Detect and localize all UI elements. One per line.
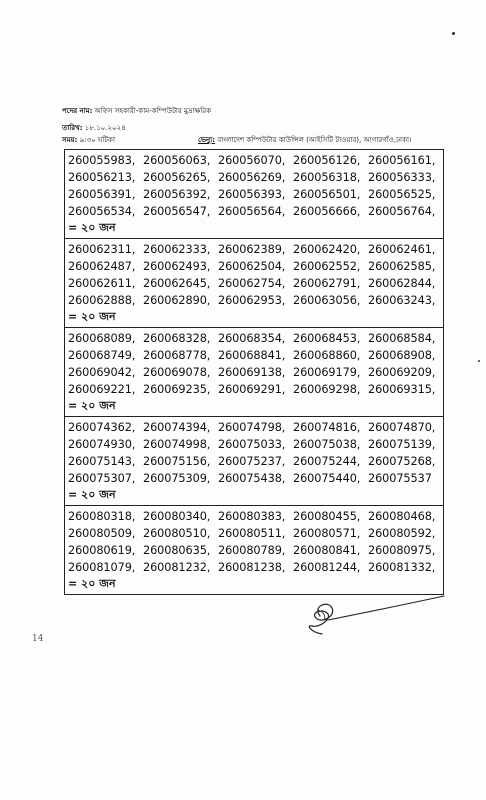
roll-number: 260056547,: [143, 205, 211, 218]
roll-number: 260080635,: [143, 544, 211, 557]
roll-number: 260080592,: [368, 527, 436, 540]
roll-number: 260075268,: [368, 455, 436, 468]
roll-number: 260069042,: [68, 366, 136, 379]
roll-row: [68, 559, 441, 576]
roll-number: 260062487,: [68, 260, 136, 273]
group-total: = ২০ জন: [68, 310, 116, 323]
roll-number: 260069298,: [293, 383, 361, 396]
time-label: সময়:: [62, 136, 78, 144]
roll-group: [65, 505, 443, 594]
roll-number: 260069138,: [218, 366, 286, 379]
roll-number: 260056391,: [68, 188, 136, 201]
roll-number: 260074394,: [143, 421, 211, 434]
roll-row: [68, 453, 441, 470]
roll-group: [65, 327, 443, 416]
roll-number: 260081079,: [68, 561, 136, 574]
roll-number: 260056534,: [68, 205, 136, 218]
roll-number: 260056333,: [368, 171, 436, 184]
roll-row: [68, 381, 441, 398]
roll-number: 260074930,: [68, 438, 136, 451]
roll-number: 260056265,: [143, 171, 211, 184]
roll-number: 260063056,: [293, 294, 361, 307]
roll-number: 260075033,: [218, 438, 286, 451]
roll-number: 260062953,: [218, 294, 286, 307]
roll-number: 260062389,: [218, 243, 286, 256]
roll-number: 260062754,: [218, 277, 286, 290]
roll-number: 260080468,: [368, 510, 436, 523]
roll-number: 260080340,: [143, 510, 211, 523]
roll-number: 260080511,: [218, 527, 286, 540]
roll-row: [68, 508, 441, 525]
roll-number: 260075537: [368, 472, 432, 485]
roll-row: [68, 169, 441, 186]
roll-number: 260063243,: [368, 294, 436, 307]
roll-number: 260062311,: [68, 243, 136, 256]
roll-number: 260081244,: [293, 561, 361, 574]
scan-speck: [478, 360, 480, 362]
roll-number: 260062461,: [368, 243, 436, 256]
roll-number: 260075307,: [68, 472, 136, 485]
roll-number: 260075038,: [293, 438, 361, 451]
roll-number: 260062611,: [68, 277, 136, 290]
roll-number: 260075244,: [293, 455, 361, 468]
roll-row: [68, 203, 441, 220]
roll-row: [68, 525, 441, 542]
roll-number: 260074798,: [218, 421, 286, 434]
time-line: [62, 136, 115, 145]
roll-number: 260068453,: [293, 332, 361, 345]
roll-number: 260080455,: [293, 510, 361, 523]
post-label: পদের নাম:: [62, 107, 93, 115]
roll-number: 260062333,: [143, 243, 211, 256]
date-label: তারিখ:: [62, 124, 83, 132]
roll-row: [68, 186, 441, 203]
roll-number: 260056764,: [368, 205, 436, 218]
roll-number: 260069235,: [143, 383, 211, 396]
roll-number: 260080571,: [293, 527, 361, 540]
roll-row: [68, 330, 441, 347]
roll-number: 260055983,: [68, 154, 136, 167]
roll-number: 260069209,: [368, 366, 436, 379]
roll-number: 260068908,: [368, 349, 436, 362]
roll-row: [68, 364, 441, 381]
roll-number: 260075438,: [218, 472, 286, 485]
roll-number: 260056501,: [293, 188, 361, 201]
roll-number: 260062493,: [143, 260, 211, 273]
roll-number: 260062791,: [293, 277, 361, 290]
roll-number: 260062504,: [218, 260, 286, 273]
handwritten-signature-icon: [298, 594, 448, 638]
post-value: অফিস সহকারী-কাম-কম্পিউটার মুদ্রাক্ষরিক: [94, 107, 212, 115]
roll-row: [68, 241, 441, 258]
roll-number: 260056564,: [218, 205, 286, 218]
group-total: = ২০ জন: [68, 488, 116, 501]
roll-number: 260056269,: [218, 171, 286, 184]
roll-number: 260080619,: [68, 544, 136, 557]
page-mark: 14: [32, 634, 44, 644]
roll-number: 260056070,: [218, 154, 286, 167]
roll-number: 260080841,: [293, 544, 361, 557]
venue-line: [198, 136, 412, 145]
roll-number: 260056126,: [293, 154, 361, 167]
roll-number: 260069078,: [143, 366, 211, 379]
group-total: = ২০ জন: [68, 577, 116, 590]
roll-number: 260080975,: [368, 544, 436, 557]
roll-number: 260068841,: [218, 349, 286, 362]
date-line: [62, 124, 126, 133]
roll-number: 260068778,: [143, 349, 211, 362]
roll-number: 260056213,: [68, 171, 136, 184]
roll-group: [65, 416, 443, 505]
roll-number: 260080383,: [218, 510, 286, 523]
roll-number: 260056392,: [143, 188, 211, 201]
roll-number: 260062890,: [143, 294, 211, 307]
roll-number: 260068089,: [68, 332, 136, 345]
roll-row: [68, 542, 441, 559]
roll-row: [68, 436, 441, 453]
roll-number: 260068354,: [218, 332, 286, 345]
roll-number: 260075309,: [143, 472, 211, 485]
roll-number: 260068860,: [293, 349, 361, 362]
roll-number: 260069221,: [68, 383, 136, 396]
roll-number: 260081232,: [143, 561, 211, 574]
roll-number: 260080318,: [68, 510, 136, 523]
roll-number: 260080510,: [143, 527, 211, 540]
roll-number: 260081238,: [218, 561, 286, 574]
roll-number: 260062585,: [368, 260, 436, 273]
roll-number: 260074816,: [293, 421, 361, 434]
roll-group: [65, 238, 443, 327]
roll-number: 260068749,: [68, 349, 136, 362]
roll-number: 260068584,: [368, 332, 436, 345]
roll-number: 260056666,: [293, 205, 361, 218]
roll-number: 260062645,: [143, 277, 211, 290]
roll-row: [68, 152, 441, 169]
roll-number: 260062888,: [68, 294, 136, 307]
roll-number: 260056063,: [143, 154, 211, 167]
roll-row: [68, 470, 441, 487]
roll-number: 260075440,: [293, 472, 361, 485]
roll-row: [68, 419, 441, 436]
roll-number: 260074870,: [368, 421, 436, 434]
roll-number: 260069179,: [293, 366, 361, 379]
roll-number: 260056318,: [293, 171, 361, 184]
scan-speck: [452, 32, 455, 35]
roll-row: [68, 275, 441, 292]
roll-group: [65, 150, 443, 238]
venue-value: বাংলাদেশ কম্পিউটার কাউন্সিল (আইসিটি টাওয়ার), আগারগাঁও,ঢাকা।: [217, 136, 412, 144]
time-value: ৯:৩০ ঘটিকা: [79, 136, 115, 144]
roll-number: 260069291,: [218, 383, 286, 396]
roll-number: 260074362,: [68, 421, 136, 434]
roll-number: 260075143,: [68, 455, 136, 468]
roll-number: 260080509,: [68, 527, 136, 540]
group-total: = ২০ জন: [68, 221, 116, 234]
roll-number: 260074998,: [143, 438, 211, 451]
roll-number: 260056525,: [368, 188, 436, 201]
roll-number: 260080789,: [218, 544, 286, 557]
roll-number: 260056161,: [368, 154, 436, 167]
roll-number: 260062552,: [293, 260, 361, 273]
roll-number: 260069315,: [368, 383, 436, 396]
roll-number: 260081332,: [368, 561, 436, 574]
roll-number: 260075139,: [368, 438, 436, 451]
roll-number: 260056393,: [218, 188, 286, 201]
roll-row: [68, 347, 441, 364]
roll-row: [68, 292, 441, 309]
roll-number: 260062420,: [293, 243, 361, 256]
roll-number: 260068328,: [143, 332, 211, 345]
post-line: [62, 107, 211, 116]
date-value: ১৮.১০.২০২৪: [84, 124, 126, 132]
roll-number-table: [64, 149, 444, 595]
roll-number: 260075156,: [143, 455, 211, 468]
group-total: = ২০ জন: [68, 399, 116, 412]
roll-row: [68, 258, 441, 275]
roll-number: 260062844,: [368, 277, 436, 290]
roll-number: 260075237,: [218, 455, 286, 468]
venue-label: ভেন্যু:: [198, 136, 216, 144]
